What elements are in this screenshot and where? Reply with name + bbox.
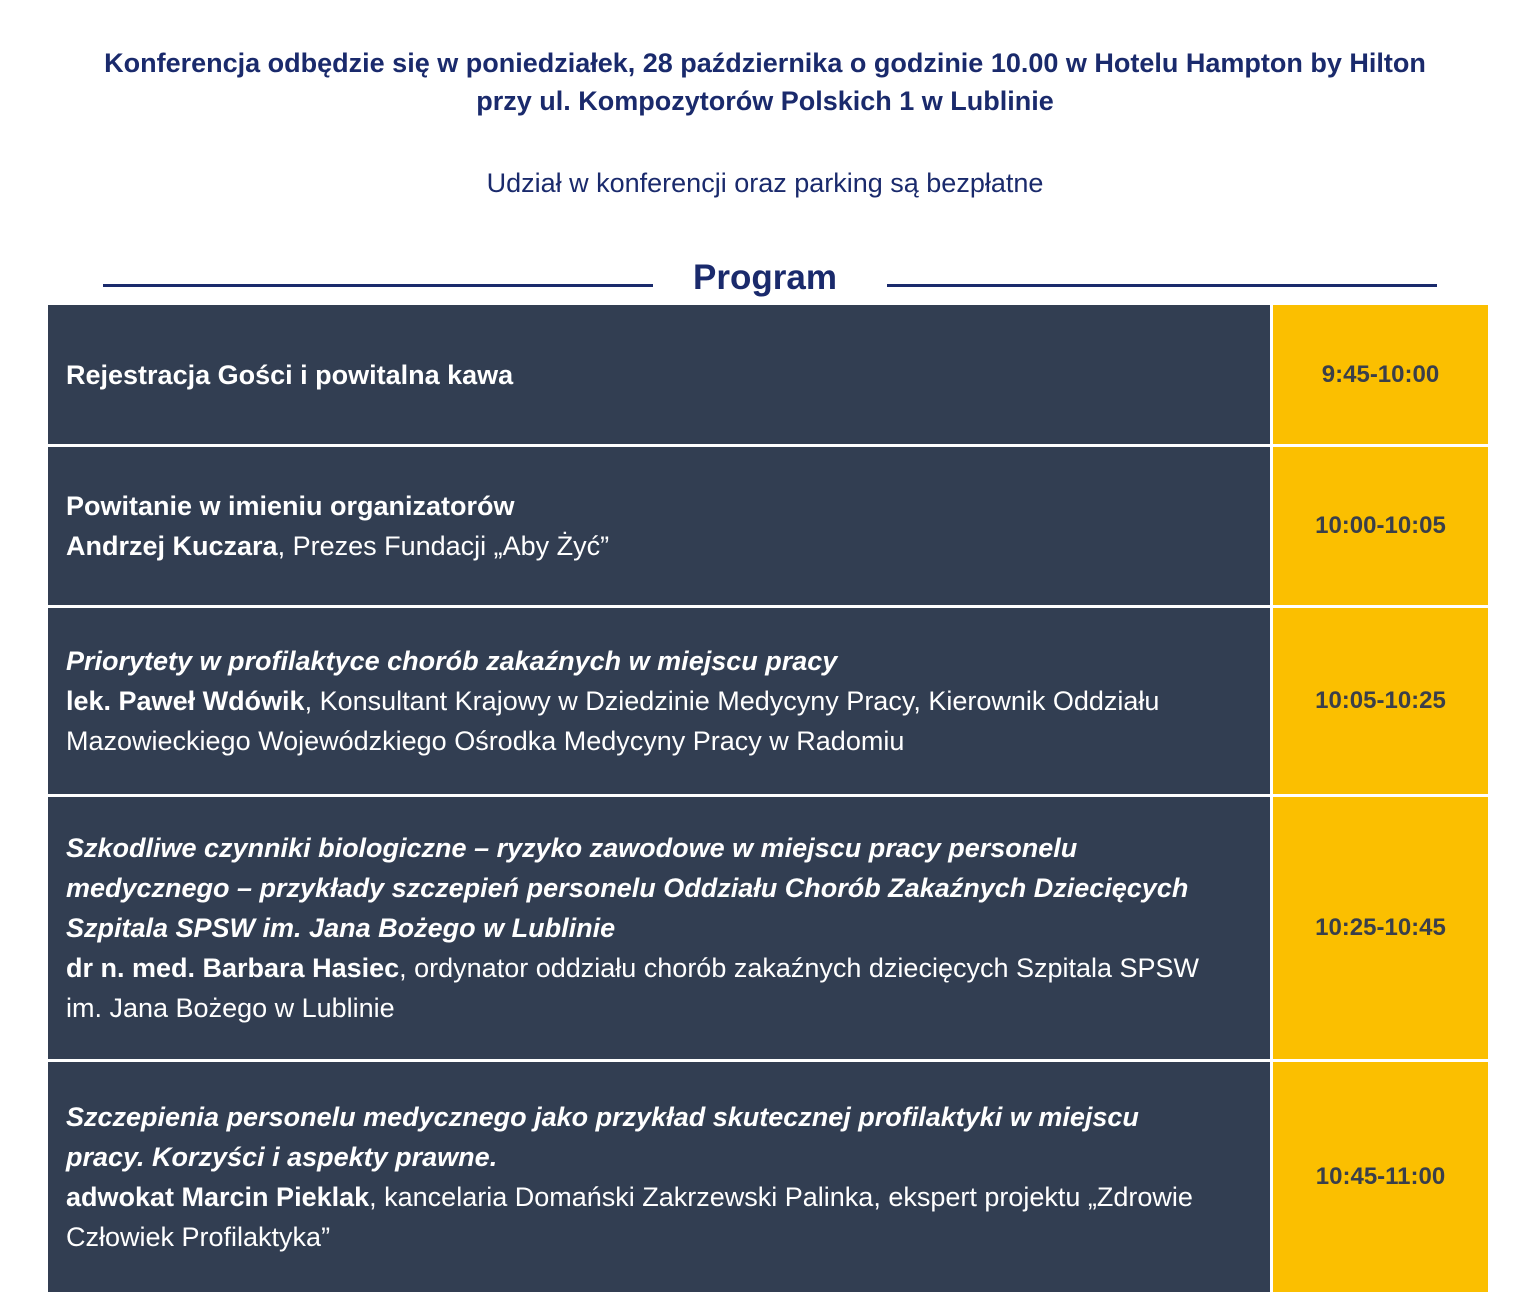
- speaker-role-continued: Mazowieckiego Wojewódzkiego Ośrodka Medycyny Pracy w Radomiu: [66, 726, 905, 756]
- agenda-description: [48, 797, 1270, 1059]
- speaker-name: Andrzej Kuczara: [66, 531, 278, 561]
- agenda-description: [48, 1062, 1270, 1292]
- agenda-speaker: [66, 1177, 1252, 1217]
- agenda-row: [48, 1062, 1488, 1292]
- agenda-speaker: [66, 526, 1252, 566]
- speaker-role: , ordynator oddziału chorób zakaźnych dziecięcych Szpitala SPSW: [399, 953, 1200, 983]
- agenda-row: [48, 447, 1488, 608]
- speaker-role-continued: Człowiek Profilaktyka”: [66, 1222, 331, 1252]
- agenda-topic-line: Szkodliwe czynniki biologiczne – ryzyko zawodowe w miejscu pracy personelu: [66, 833, 1078, 863]
- agenda-time: 10:00-10:05: [1270, 447, 1488, 605]
- speaker-role: , Konsultant Krajowy w Dziedzinie Medycyny Pracy, Kierownik Oddziału: [304, 686, 1160, 716]
- conference-info-line-2: przy ul. Kompozytorów Polskich 1 w Lublinie: [476, 86, 1054, 116]
- speaker-name: lek. Paweł Wdówik: [66, 686, 305, 716]
- speaker-role: , kancelaria Domański Zakrzewski Palinka, ekspert projektu „Zdrowie: [369, 1182, 1193, 1212]
- program-divider-right: [887, 284, 1437, 287]
- agenda-row: [48, 797, 1488, 1062]
- agenda-table: [48, 305, 1488, 1292]
- conference-info-heading: [0, 44, 1530, 120]
- agenda-item-title: Rejestracja Gości i powitalna kawa: [66, 359, 514, 390]
- agenda-time: 10:45-11:00: [1270, 1062, 1488, 1292]
- agenda-description: [48, 608, 1270, 794]
- free-participation-note: Udział w konferencji oraz parking są bezpłatne: [486, 168, 1044, 198]
- agenda-time: 10:25-10:45: [1270, 797, 1488, 1059]
- program-title: Program: [693, 258, 837, 297]
- agenda-topic: Priorytety w profilaktyce chorób zakaźnych w miejscu pracy: [66, 646, 838, 676]
- program-header: [0, 256, 1530, 306]
- agenda-speaker: [66, 681, 1252, 721]
- agenda-item-title: Powitanie w imieniu organizatorów: [66, 491, 515, 521]
- agenda-description: [48, 305, 1270, 444]
- agenda-topic-line: Szpitala SPSW im. Jana Bożego w Lublinie: [66, 913, 616, 943]
- agenda-topic-line: medycznego – przykłady szczepień personelu Oddziału Chorób Zakaźnych Dziecięcych: [66, 873, 1189, 903]
- speaker-role-continued: im. Jana Bożego w Lublinie: [66, 993, 395, 1023]
- agenda-time: 9:45-10:00: [1270, 305, 1488, 444]
- agenda-topic-line: Szczepienia personelu medycznego jako przykład skutecznej profilaktyki w miejscu: [66, 1102, 1139, 1132]
- speaker-role: , Prezes Fundacji „Aby Żyć”: [277, 531, 610, 561]
- conference-info-line-1: Konferencja odbędzie się w poniedziałek, 28 października o godzinie 10.00 w Hotelu Hampton by Hilton: [104, 48, 1426, 78]
- agenda-row: [48, 305, 1488, 447]
- agenda-topic-line: pracy. Korzyści i aspekty prawne.: [66, 1142, 498, 1172]
- speaker-name: adwokat Marcin Pieklak: [66, 1182, 370, 1212]
- agenda-row: [48, 608, 1488, 797]
- speaker-name: dr n. med. Barbara Hasiec: [66, 953, 400, 983]
- agenda-speaker: [66, 948, 1252, 988]
- agenda-time: 10:05-10:25: [1270, 608, 1488, 794]
- agenda-description: [48, 447, 1270, 605]
